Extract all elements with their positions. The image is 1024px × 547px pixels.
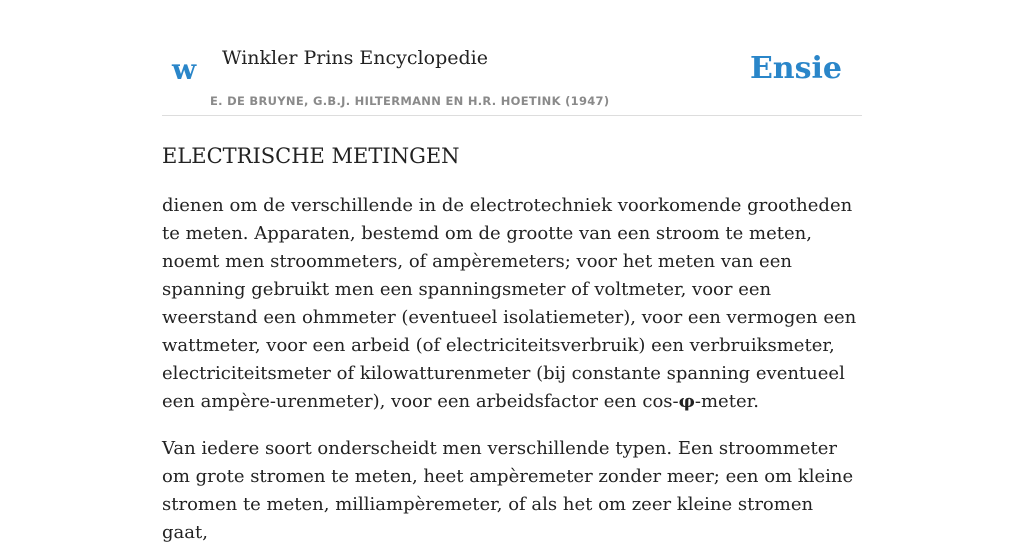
site-title[interactable]: Winkler Prins Encyclopedie — [222, 47, 488, 69]
article-paragraph-1 — [162, 192, 862, 416]
authors-line: E. DE BRUYNE, G.B.J. HILTERMANN EN H.R. HOETINK (1947) — [210, 94, 610, 108]
paragraph-1-text: dienen om de verschillende in de electrotechniek voorkomende grootheden te meten. Apparaten, bestemd om de grootte van een stroom te meten, noemt men stroommeters, of ampèremeters; voor het meten van een spanning gebruikt men een spanningsmeter of voltmeter, voor een weerstand een ohmmeter (eventueel isolatiemeter), voor een vermogen een wattmeter, voor een arbeid (of electriciteitsverbruik) een verbruiksmeter, electriciteitsmeter of kilowatturenmeter (bij constante spanning eventueel een ampère-urenmeter), voor een arbeidsfactor een cos- — [162, 195, 857, 412]
phi-symbol: φ — [678, 391, 695, 412]
paragraph-1-end: -meter. — [694, 391, 759, 412]
winkler-prins-logo[interactable]: w — [172, 53, 197, 86]
ensie-brand-link[interactable]: Ensie — [749, 51, 842, 86]
page-container — [162, 0, 862, 547]
site-header — [162, 0, 862, 116]
article-paragraph-2: Van iedere soort onderscheidt men verschillende typen. Een stroommeter om grote stromen te meten, heet ampèremeter zonder meer; een om kleine stromen te meten, milliampèremeter, of als het om zeer kleine stromen gaat, — [162, 438, 854, 543]
article-title: ELECTRISCHE METINGEN — [162, 144, 460, 168]
